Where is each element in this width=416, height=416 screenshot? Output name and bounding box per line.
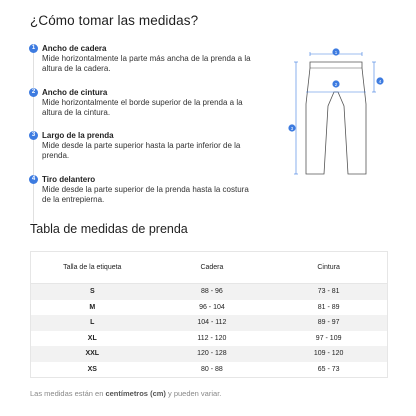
size-cell: M — [89, 303, 96, 311]
waist-cell: 73 - 81 — [317, 288, 340, 296]
units-note-bold: centímetros (cm) — [105, 389, 166, 398]
column-header-size: Talla de la etiqueta — [63, 264, 122, 271]
units-note-prefix: Las medidas están en — [30, 389, 106, 398]
size-cell: L — [90, 319, 95, 327]
marker-3-label: 3 — [290, 125, 294, 131]
table-row — [31, 300, 387, 316]
hip-cell: 80 - 88 — [201, 365, 223, 373]
hip-cell: 120 - 128 — [197, 350, 227, 358]
table-row — [31, 346, 387, 362]
step-number-badge: 2 — [29, 88, 38, 97]
units-note-suffix: y pueden variar. — [165, 389, 222, 398]
marker-1-label: 1 — [334, 49, 338, 55]
size-table-title: Tabla de medidas de prenda — [30, 222, 188, 236]
size-cell: XS — [87, 365, 97, 373]
table-header — [31, 252, 387, 284]
hip-cell: 112 - 120 — [197, 334, 227, 342]
waist-cell: 89 - 97 — [317, 319, 340, 327]
pants-diagram — [282, 44, 390, 184]
size-cell: S — [89, 288, 95, 296]
step-description: Mide desde la parte superior hasta la parte inferior de la prenda. — [42, 141, 241, 160]
table-body — [31, 284, 387, 377]
size-cell: XL — [87, 334, 97, 342]
column-header-hip: Cadera — [200, 264, 224, 271]
waist-cell: 65 - 73 — [317, 365, 340, 373]
step-title: Tiro delantero — [42, 175, 96, 184]
step-number-badge: 4 — [29, 175, 38, 184]
waist-cell: 97 - 109 — [315, 334, 342, 342]
step-description: Mide desde la parte superior de la prenda hasta la costura de la entrepierna. — [42, 185, 249, 204]
table-row — [31, 284, 387, 300]
marker-2-label: 2 — [334, 81, 338, 87]
waist-cell: 109 - 120 — [313, 350, 344, 358]
step-front-rise — [30, 174, 257, 205]
step-description: Mide horizontalmente el borde superior de la prenda a la altura de la cintura. — [42, 98, 243, 117]
step-garment-length — [30, 130, 257, 161]
hip-cell: 104 - 112 — [197, 319, 227, 327]
step-waist-width — [30, 87, 257, 118]
step-title: Ancho de cadera — [42, 44, 107, 53]
step-title: Ancho de cintura — [42, 88, 108, 97]
size-table — [30, 251, 388, 378]
step-hip-width — [30, 43, 257, 74]
table-row — [31, 331, 387, 347]
step-number-badge: 1 — [29, 44, 38, 53]
units-note — [30, 389, 221, 398]
hip-cell: 96 - 104 — [199, 303, 225, 311]
step-description: Mide horizontalmente la parte más ancha de la prenda a la altura de la cadera. — [42, 54, 251, 73]
hip-cell: 88 - 96 — [201, 288, 223, 296]
page-title: ¿Cómo tomar las medidas? — [30, 13, 199, 28]
pants-outline — [306, 62, 366, 174]
table-row — [31, 362, 387, 378]
step-title: Largo de la prenda — [42, 131, 114, 140]
table-row — [31, 315, 387, 331]
column-header-waist: Cintura — [317, 264, 340, 271]
waist-cell: 81 - 89 — [317, 303, 340, 311]
marker-4-label: 4 — [378, 78, 382, 84]
step-number-badge: 3 — [29, 131, 38, 140]
size-cell: XXL — [85, 350, 100, 358]
